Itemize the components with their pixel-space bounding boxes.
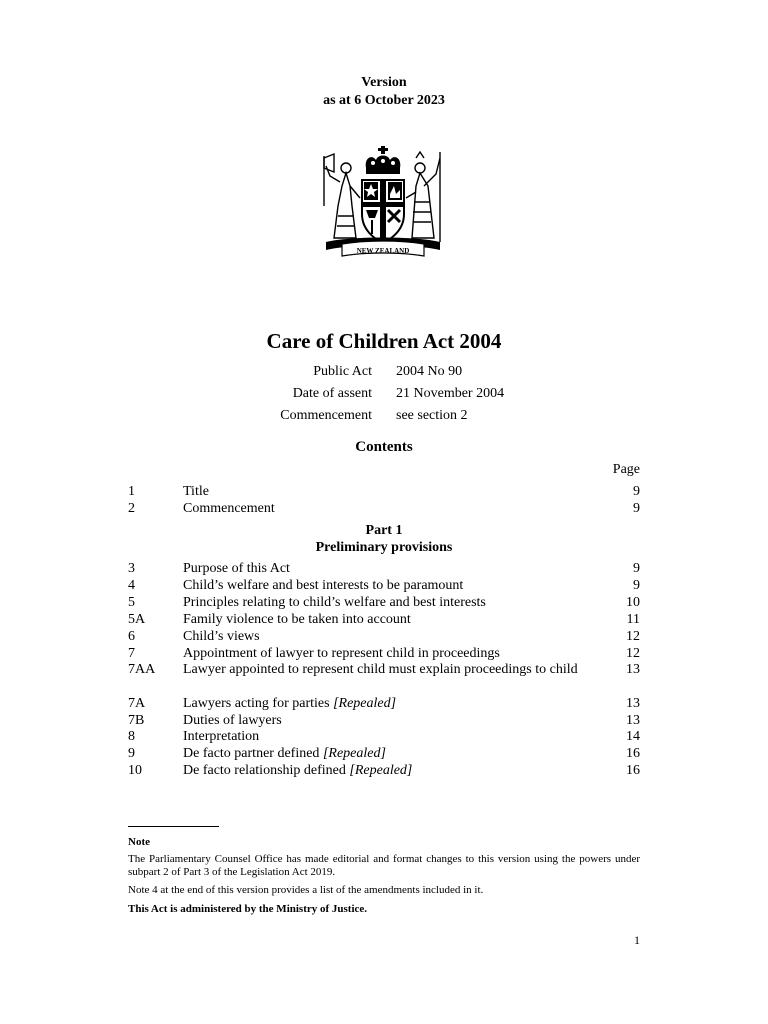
toc-section-number: 7B [128,713,145,728]
toc-page-number: 13 [626,696,640,711]
meta-label: Public Act [313,364,372,379]
meta-value: 21 November 2004 [396,386,505,401]
toc-page-number: 16 [626,763,640,778]
toc-title-text: De facto relationship defined [183,763,350,778]
toc-title-text: Appointment of lawyer to represent child in proceedings [183,646,500,661]
toc-section-number: 7A [128,696,146,711]
meta-label: Date of assent [292,386,372,401]
toc-title-text: Child’s views [183,629,260,644]
toc-section-number: 5 [128,595,135,610]
toc-section-number: 2 [128,501,135,516]
toc-section-title [183,578,578,595]
toc-page-number: 12 [626,646,640,661]
toc-page-number: 9 [633,578,640,593]
page-number: 1 [634,933,640,947]
toc-title-text: Family violence to be taken into account [183,612,411,627]
version-label: Version [361,75,407,90]
toc-section-title [183,646,578,663]
toc-section-title [183,612,578,629]
toc-section-number: 1 [128,484,135,499]
toc-section-number: 4 [128,578,135,593]
repealed-marker: [Repealed] [349,763,413,778]
toc-section-title [183,629,578,646]
footnote-rule [128,826,219,827]
toc-title-text: Title [183,484,209,499]
toc-title-text: Lawyers acting for parties [183,696,334,711]
toc-page-number: 13 [626,662,640,677]
toc-section-title [183,561,578,578]
note-label: Note [128,836,150,848]
toc-section-number: 7AA [128,662,156,677]
toc-title-text: Lawyer appointed to represent child must explain proceedings to child [183,662,578,677]
administering-ministry: This Act is administered by the Ministry of Justice. [128,903,368,915]
part-subheading: Preliminary provisions [315,540,453,555]
toc-section-title [183,662,578,679]
toc-section-title [183,746,578,763]
crest-banner-text: NEW ZEALAND [356,247,410,255]
toc-title-text: Interpretation [183,729,260,744]
meta-value: 2004 No 90 [396,364,463,379]
toc-section-number: 10 [128,763,142,778]
toc-page-number: 14 [626,729,640,744]
repealed-marker: [Repealed] [333,696,397,711]
meta-row-public-act [0,364,768,386]
meta-row-commencement [0,408,768,430]
toc-title-text: Purpose of this Act [183,561,290,576]
note-text: The Parliamentary Counsel Office has made editorial and format changes to this version using the powers under subpart 2 of Part 3 of the Legislation Act 2019. [128,853,640,878]
toc-section-title [183,696,578,713]
toc-section-number: 5A [128,612,146,627]
act-title: Care of Children Act 2004 [266,329,502,353]
repealed-marker: [Repealed] [322,746,386,761]
toc-section-number: 9 [128,746,135,761]
toc-section-title [183,729,578,746]
meta-row-date-of-assent [0,386,768,408]
toc-page-number: 11 [626,612,640,627]
part-heading: Part 1 [365,523,403,538]
toc-page-number: 9 [633,501,640,516]
toc-title-text: Child’s welfare and best interests to be paramount [183,578,464,593]
toc-page-number: 10 [626,595,640,610]
meta-label: Commencement [280,408,372,423]
toc-section-number: 7 [128,646,135,661]
toc-section-title [183,484,578,501]
toc-title-text: Principles relating to child’s welfare and best interests [183,595,486,610]
contents-heading: Contents [355,439,413,455]
toc-title-text: Commencement [183,501,275,516]
version-date: as at 6 October 2023 [323,93,445,108]
page-column-heading: Page [612,462,640,477]
toc-section-title [183,595,578,612]
toc-section-number: 3 [128,561,135,576]
toc-page-number: 9 [633,561,640,576]
toc-page-number: 12 [626,629,640,644]
toc-page-number: 9 [633,484,640,499]
toc-section-title [183,763,578,780]
toc-title-text: Duties of lawyers [183,713,282,728]
meta-value: see section 2 [396,408,468,423]
note-text-amendments: Note 4 at the end of this version provides a list of the amendments included in it. [128,884,484,896]
toc-page-number: 13 [626,713,640,728]
toc-section-number: 6 [128,629,135,644]
toc-section-title [183,713,578,730]
toc-title-text: De facto partner defined [183,746,323,761]
toc-section-title [183,501,578,518]
toc-page-number: 16 [626,746,640,761]
nz-coat-of-arms-icon [320,146,446,262]
act-metadata [0,364,768,430]
toc-section-number: 8 [128,729,135,744]
